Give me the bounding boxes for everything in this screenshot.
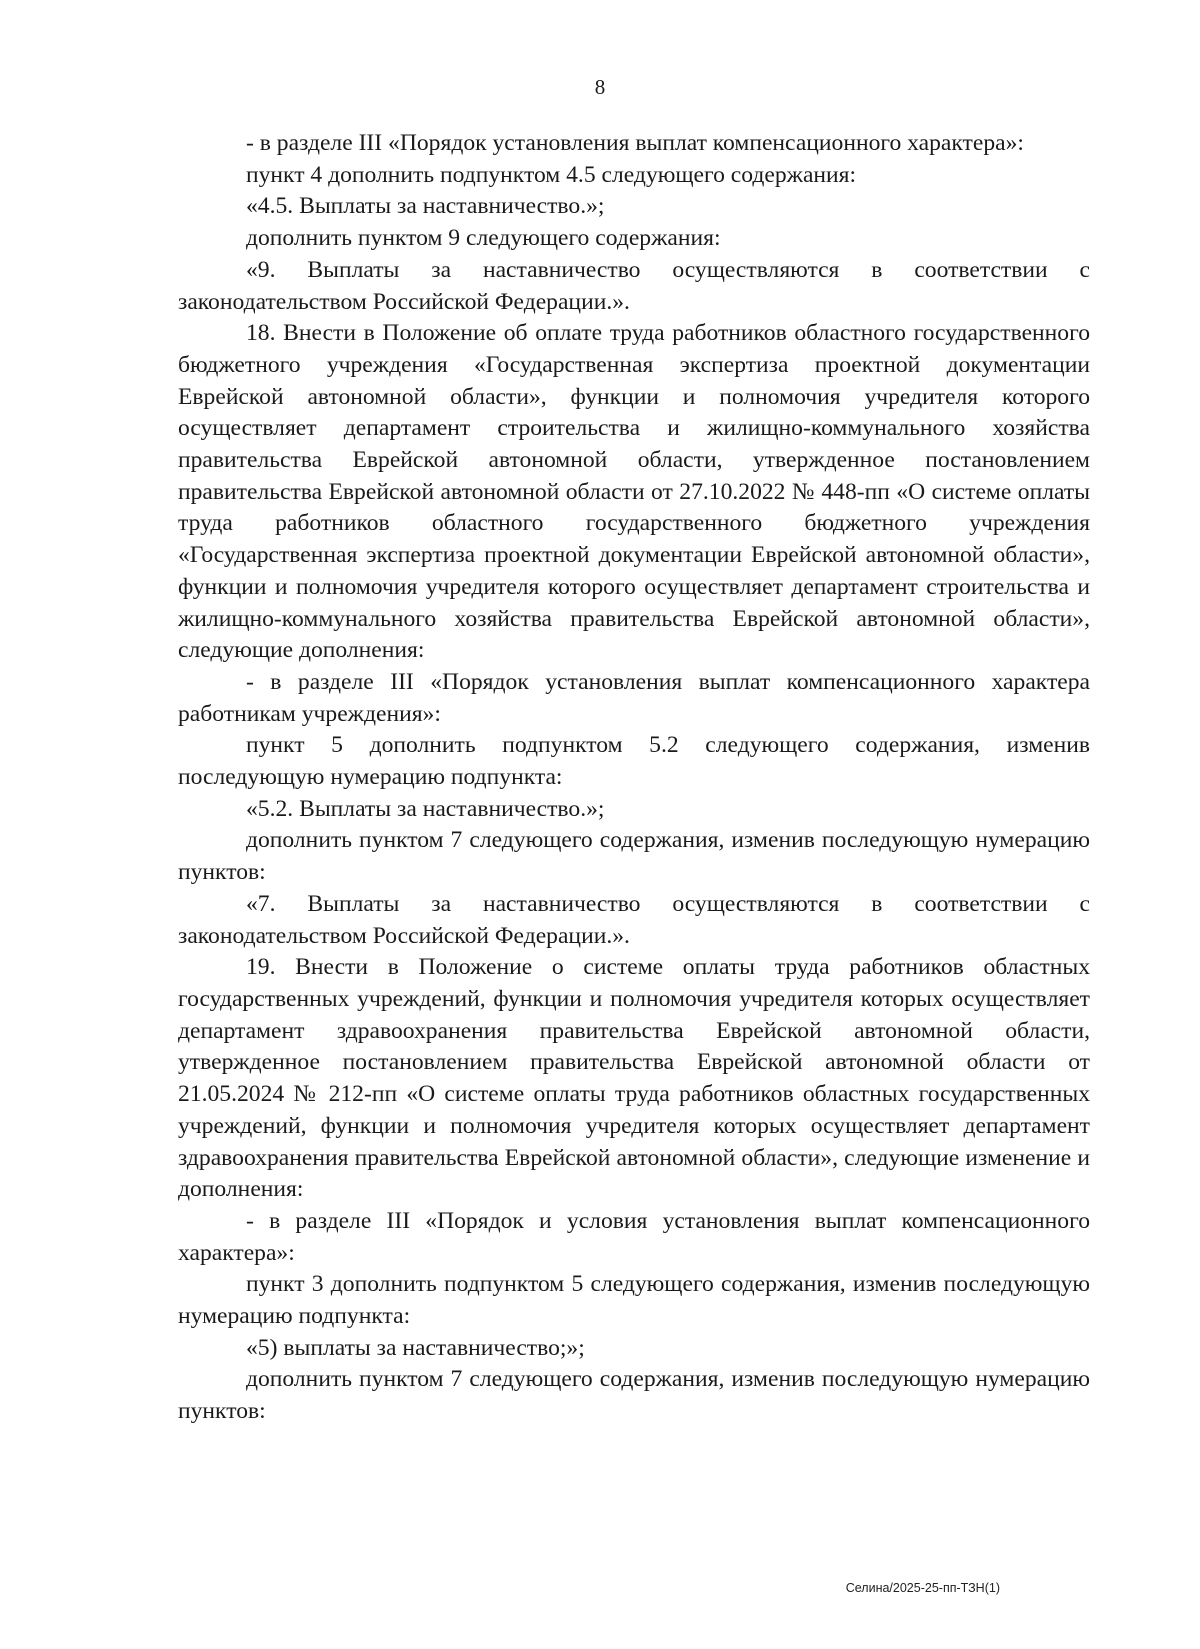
paragraph-item-3-addition: пункт 3 дополнить подпунктом 5 следующего содержания, изменив последующую нумерацию подпункта: [178,1271,1090,1330]
paragraph-item-4-addition: пункт 4 дополнить подпунктом 4.5 следующего содержания: [246,161,857,188]
document-body [178,128,1090,1428]
paragraph-item-9-text: «9. Выплаты за наставничество осуществляются в соответствии с законодательством Российской Федерации.». [178,256,1090,315]
paragraph-item-9-addition: дополнить пунктом 9 следующего содержания: [246,225,721,252]
paragraph-item-7-text: «7. Выплаты за наставничество осуществляются в соответствии с законодательством Российской Федерации.». [178,890,1090,949]
page-number: 8 [594,75,606,99]
paragraph-item-7-addition-2: дополнить пунктом 7 следующего содержания, изменив последующую нумерацию пунктов: [178,1366,1090,1425]
paragraph-clause-19: 19. Внести в Положение о системе оплаты труда работников областных государственных учреждений, функции и полномочия учредителя которых осуществляет департамент здравоохранения правительства Еврейской автономной области, утвержденное постановлением правительства Еврейской автономной области от 21.05.2024 № 212-пп «О системе оплаты труда работников областных государственных учреждений, функции и полномочия учредителя которых осуществляет департамент здравоохранения правительства Еврейской автономной области», следующие изменение и дополнения: [178,954,1090,1203]
paragraph-item-5-addition: пункт 5 дополнить подпунктом 5.2 следующего содержания, изменив последующую нумерацию подпункта: [178,732,1090,791]
paragraph-subitem-4-5: «4.5. Выплаты за наставничество.»; [246,193,605,220]
paragraph-clause-18-section-3: - в разделе III «Порядок установления выплат компенсационного характера работникам учреждения»: [178,668,1090,727]
paragraph-section-3-heading: - в разделе III «Порядок установления выплат компенсационного характера»: [246,130,1024,156]
footer-reference: Селина/2025-25-пп-ТЗН(1) [845,1581,1000,1595]
paragraph-subitem-5-2: «5.2. Выплаты за наставничество.»; [246,795,605,822]
paragraph-subitem-5: «5) выплаты за наставничество;»; [246,1334,585,1361]
paragraph-clause-19-section-3: - в разделе III «Порядок и условия установления выплат компенсационного характера»: [178,1207,1090,1266]
paragraph-clause-18: 18. Внести в Положение об оплате труда работников областного государственного бюджетного учреждения «Государственная экспертиза проектной документации Еврейской автономной области», функции и полномочия учредителя которого осуществляет департамент строительства и жилищно-коммунального хозяйства правительства Еврейской автономной области, утвержденное постановлением правительства Еврейской автономной области от 27.10.2022 № 448-пп «О системе оплаты труда работников областного государственного бюджетного учреждения «Государственная экспертиза проектной документации Еврейской автономной области», функции и полномочия учредителя которого осуществляет департамент строительства и жилищно-коммунального хозяйства правительства Еврейской автономной области», следующие дополнения: [178,320,1090,664]
paragraph-item-7-addition: дополнить пунктом 7 следующего содержания, изменив последующую нумерацию пунктов: [178,827,1090,886]
